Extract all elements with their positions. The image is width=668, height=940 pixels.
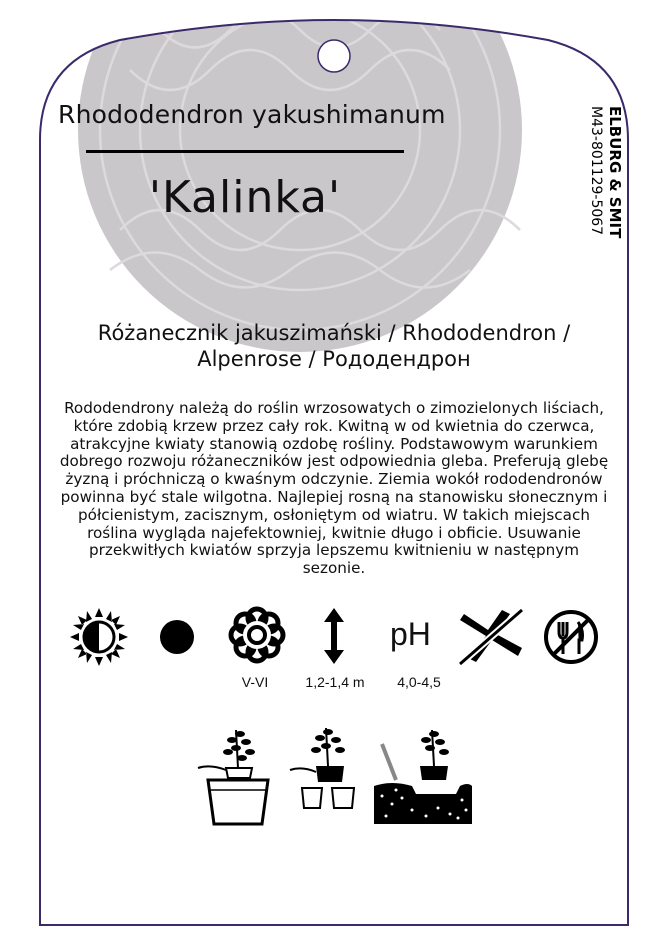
description: Rododendrony należą do roślin wrzosowatych o zimozielonych liściach, które zdobią krzew przez cały rok. Kwitną w od kwietnia do czerwca, atrakcyjne kwiaty stanowią ozdobę rośliny. Podstawowym warunkiem dobrego rozwoju różaneczników jest odpowiednia gleba. Preferują glebę żyzną i próchniczą o kwaśnym odczynie. Ziemia wokół rododendronów powinna być stale wilgotna. Najlepiej rosną na stanowisku słonecznym i półcienistym, zacisznym, osłoniętym od wiatru. W takich miejscach roślina wygląda najefektowniej, kwitnie długo i obficie. Usuwanie przekwitłych kwiatów sprzyja lepszemu kwitnieniu w następnym sezonie. bbox=[59, 399, 609, 578]
remove-pot-illustration bbox=[288, 720, 364, 816]
height-label: 1,2-1,4 m bbox=[305, 674, 365, 690]
brand-block bbox=[582, 104, 624, 344]
common-names-line2: Alpenrose / Рододендрон bbox=[197, 347, 471, 371]
brand-name: ELBURG & SMIT bbox=[606, 106, 624, 239]
flower-icon bbox=[228, 606, 286, 664]
full-shade-icon bbox=[158, 618, 196, 656]
brand-code: M43-801129-5067 bbox=[588, 106, 604, 236]
plant-foliage-icon bbox=[223, 731, 255, 761]
not-edible-icon bbox=[542, 608, 600, 666]
height-arrow-icon bbox=[322, 606, 346, 666]
ph-range-label: 4,0-4,5 bbox=[397, 674, 441, 690]
hang-hole bbox=[318, 40, 350, 72]
ph-icon: pH bbox=[390, 616, 431, 652]
title-divider bbox=[86, 150, 404, 153]
common-names-line1: Różanecznik jakuszimański / Rhododendron / bbox=[97, 321, 571, 345]
planting-hole-illustration bbox=[372, 724, 472, 824]
flowering-months-label: V-VI bbox=[241, 674, 269, 690]
soak-rootball-illustration bbox=[196, 720, 274, 828]
no-pruning-icon bbox=[456, 606, 526, 668]
latin-name: Rhododendron yakushimanum bbox=[58, 100, 446, 129]
cultivar-name: 'Kalinka' bbox=[148, 172, 342, 223]
sun-partial-shade-icon bbox=[68, 606, 130, 668]
common-names bbox=[40, 320, 628, 372]
